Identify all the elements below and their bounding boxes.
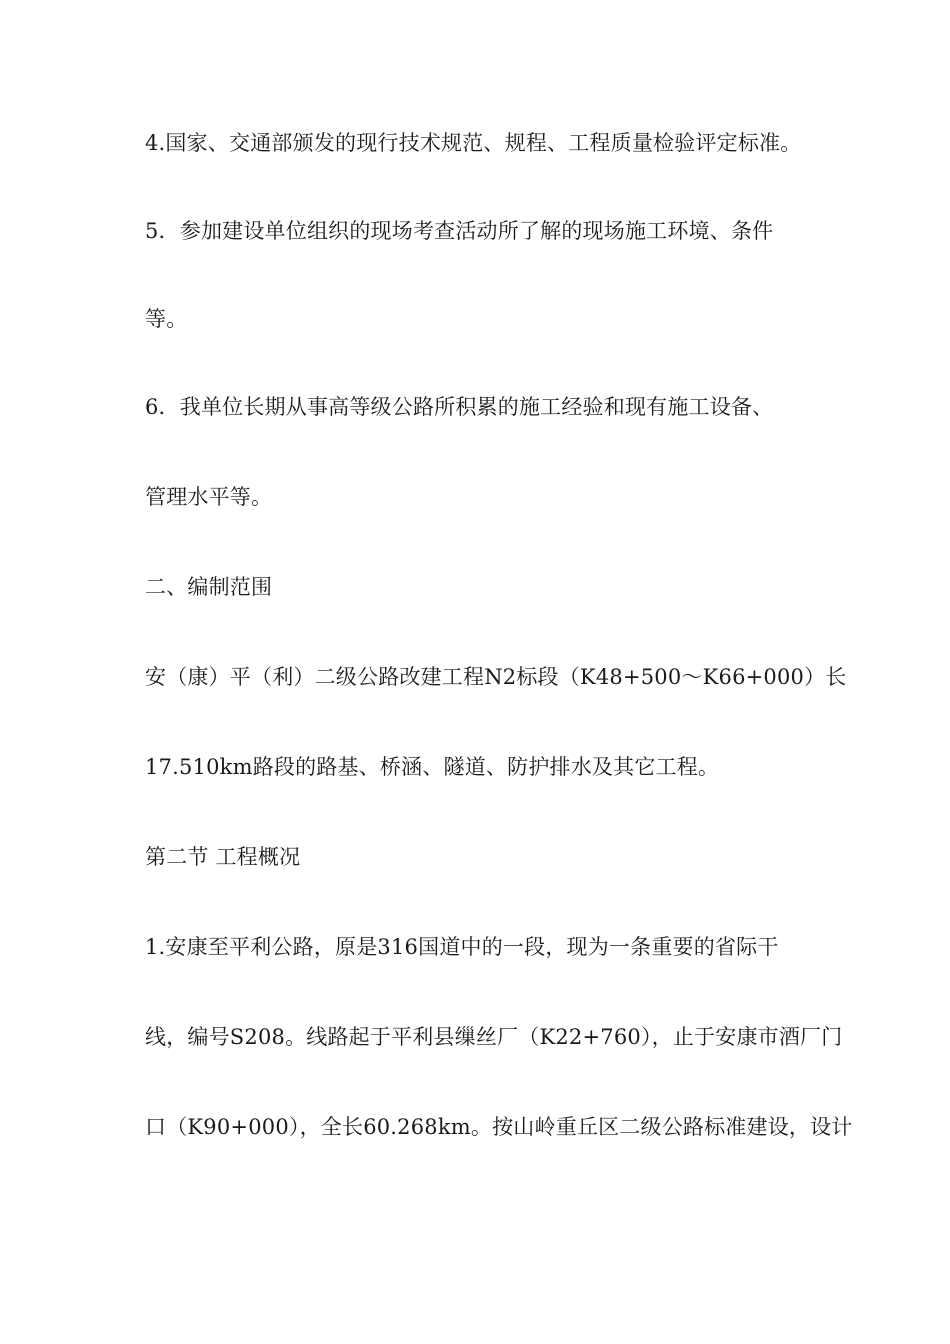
overview-item-1-line-3: 口（K90+000），全长60.268km。按山岭重丘区二级公路标准建设，设计: [145, 1115, 853, 1139]
scope-paragraph: 安（康）平（利）二级公路改建工程N2标段（K48+500～K66+000）长: [145, 665, 847, 689]
paragraph-item-5-continued: 等。: [145, 307, 188, 331]
chapter-heading-overview: 第二节 工程概况: [145, 845, 301, 869]
paragraph-item-5: 5．参加建设单位组织的现场考查活动所了解的现场施工环境、条件: [145, 219, 774, 243]
overview-item-1: 1.安康至平利公路，原是316国道中的一段，现为一条重要的省际干: [145, 935, 779, 959]
paragraph-item-6: 6．我单位长期从事高等级公路所积累的施工经验和现有施工设备、: [145, 395, 774, 419]
scope-paragraph-continued: 17.510km路段的路基、桥涵、隧道、防护排水及其它工程。: [145, 755, 720, 779]
overview-item-1-line-2: 线，编号S208。线路起于平利县缫丝厂（K22+760），止于安康市酒厂门: [145, 1025, 843, 1049]
paragraph-item-6-continued: 管理水平等。: [145, 485, 273, 509]
section-heading-scope: 二、编制范围: [145, 575, 273, 599]
paragraph-item-4: 4.国家、交通部颁发的现行技术规范、规程、工程质量检验评定标准。: [145, 131, 802, 155]
